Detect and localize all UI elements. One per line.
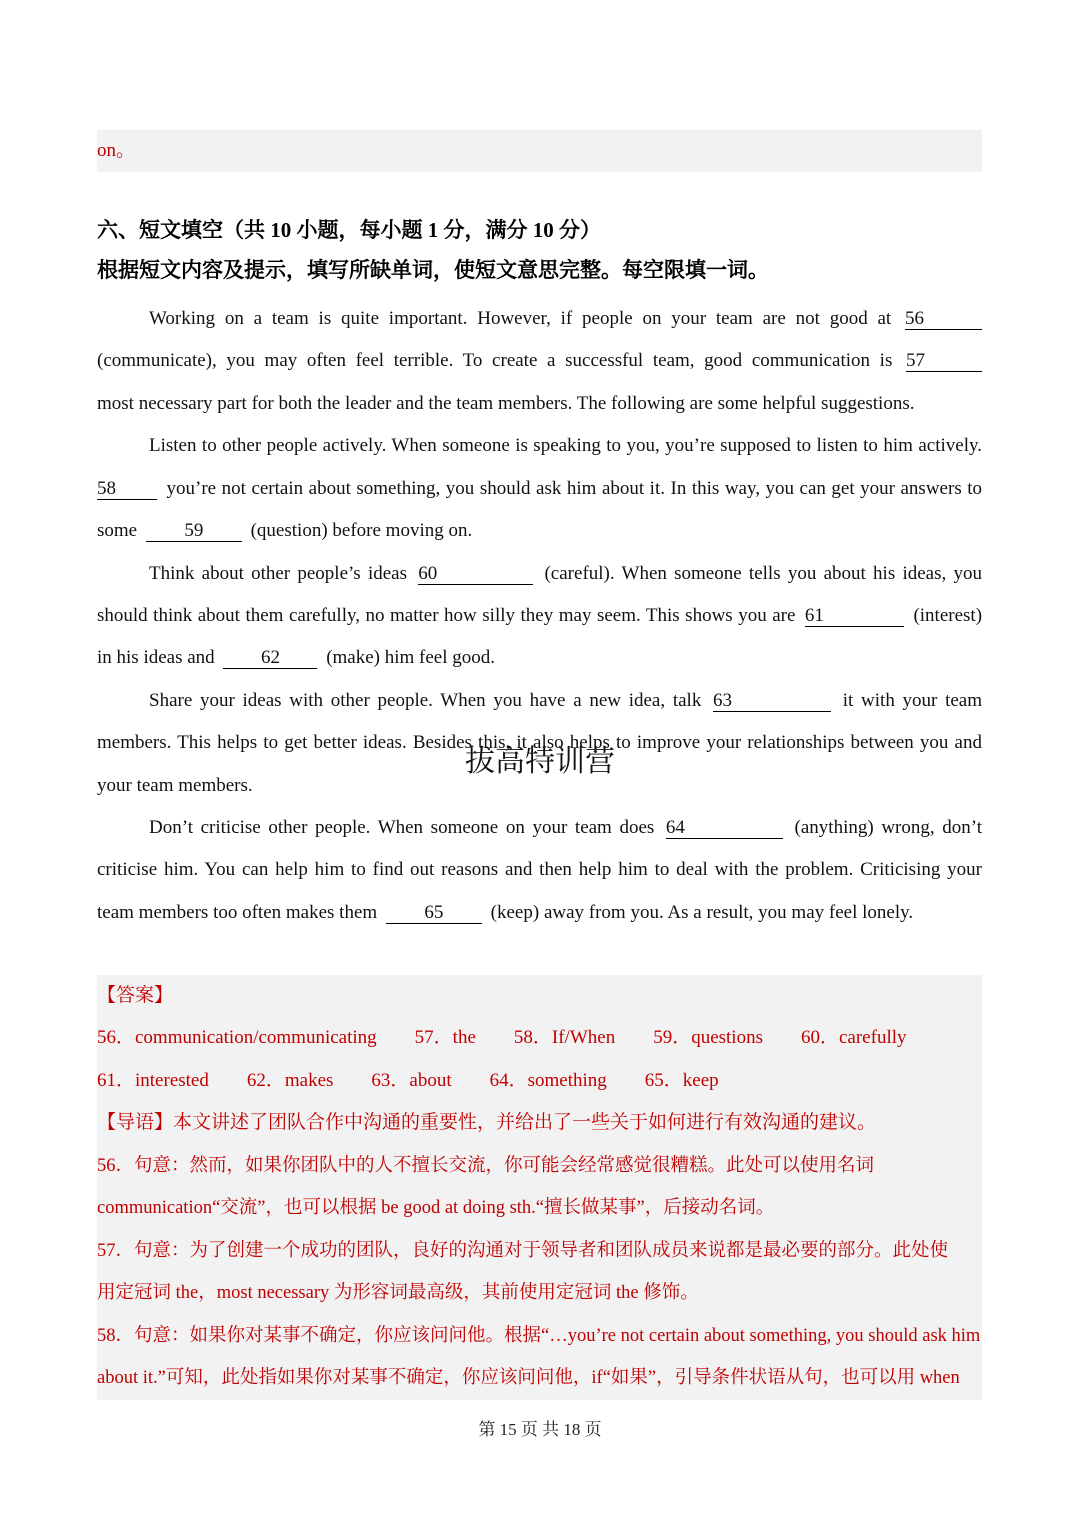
section-instructions: 根据短文内容及提示，填写所缺单词，使短文意思完整。每空限填一词。 [97, 258, 769, 282]
passage-text: Listen to other people actively. When someone is speaking to you, you’re supposed to listen to him actively. [149, 435, 982, 457]
passage-text: (make) him feel good. [326, 647, 496, 669]
blank-59: 59 [146, 521, 242, 542]
blank-65: 65 [386, 903, 482, 924]
passage-text: members. This helps to get better ideas. Besides this, it also helps to improve your relationships between you and [97, 732, 982, 754]
answer-item: 65．keep [644, 1069, 719, 1091]
blank-61: 61 [805, 606, 904, 627]
blank-64: 64 [666, 818, 783, 839]
answer-label: 【答案】 [97, 985, 174, 1006]
answer-item: 64．something [489, 1069, 607, 1091]
blank-57: 57 [906, 351, 982, 372]
blank-56: 56 [905, 309, 982, 330]
passage-text: should think about them carefully, no matter how silly they may seem. This shows you are [97, 604, 796, 626]
passage-text: criticise him. You can help him to find out reasons and then help him to deal with the problem. Criticising your [97, 859, 982, 881]
blank-60: 60 [418, 564, 533, 585]
passage-text: Don’t criticise other people. When someone on your team does [149, 817, 655, 839]
passage-line [97, 849, 982, 891]
answer-panel [97, 975, 982, 1400]
passage-line [97, 298, 982, 340]
passage-line [97, 553, 982, 595]
passage-text: in his ideas and [97, 647, 215, 669]
passage [97, 298, 982, 934]
blank-63: 63 [713, 691, 831, 712]
passage-line [97, 340, 982, 382]
passage-line [97, 892, 982, 934]
passage-text: (keep) away from you. As a result, you may feel lonely. [490, 901, 914, 923]
passage-text: team members too often makes them [97, 901, 378, 923]
answer-item: 60．carefully [800, 1027, 907, 1049]
page-footer: 第 15 页 共 18 页 [478, 1420, 602, 1439]
explanation-line: 58．句意：如果你对某事不确定，你应该问问他。根据“…you’re not certain about something, you should ask him [97, 1325, 981, 1346]
answer-keys-row [97, 1017, 982, 1059]
passage-text: Share your ideas with other people. When you have a new idea, talk [149, 689, 702, 711]
section-title: 六、短文填空（共 10 小题，每小题 1 分，满分 10 分） [97, 218, 601, 242]
answer-item: 62．makes [246, 1069, 334, 1091]
passage-line [97, 637, 982, 679]
passage-text: you’re not certain about something, you should ask him about it. In this way, you can get your answers to [166, 477, 983, 499]
passage-line [97, 468, 982, 510]
passage-text: (communicate), you may often feel terrible. To create a successful team, good communication is [97, 350, 893, 372]
paragraph [97, 425, 982, 552]
passage-line [97, 595, 982, 637]
answer-keys-row [97, 1060, 982, 1102]
passage-line [97, 510, 982, 552]
intro-text: 【导语】本文讲述了团队合作中沟通的重要性，并给出了一些关于如何进行有效沟通的建议。 [97, 1112, 877, 1134]
passage-text: Think about other people’s ideas [149, 562, 407, 584]
passage-text: (interest) [913, 604, 983, 626]
previous-answer-tail: on。 [97, 130, 982, 172]
passage-text: Working on a team is quite important. However, if people on your team are not good at [149, 308, 892, 329]
passage-line [97, 425, 982, 467]
passage-line [97, 680, 982, 722]
passage-text: your team members. [97, 774, 253, 796]
answer-item: 63．about [371, 1069, 452, 1091]
passage-text: most necessary part for both the leader and the team members. The following are some helpful suggestions. [97, 392, 915, 414]
watermark: 拔高特训营 [465, 744, 615, 779]
answer-item: 59．questions [653, 1027, 763, 1049]
answer-item: 58．If/When [513, 1027, 616, 1049]
passage-text: (question) before moving on. [250, 520, 473, 542]
explanation-line: communication“交流”，也可以根据 be good at doing sth.“擅长做某事”，后接动名词。 [97, 1198, 775, 1219]
answer-item: 56．communication/communicating [97, 1027, 377, 1049]
passage-text: (anything) wrong, don’t [794, 817, 982, 839]
paragraph [97, 298, 982, 425]
passage-text: some [97, 520, 138, 542]
passage-text: it with your team [842, 689, 983, 711]
blank-58: 58 [97, 479, 157, 500]
passage-text: (careful). When someone tells you about his ideas, you [544, 562, 982, 584]
blank-62: 62 [223, 648, 317, 669]
answer-item: 61．interested [97, 1069, 209, 1091]
explanation-line: 56．句意：然而，如果你团队中的人不擅长交流，你可能会经常感觉很糟糕。此处可以使用名词 [97, 1155, 875, 1176]
explanation-line: 用定冠词 the，most necessary 为形容词最高级，其前使用定冠词 the 修饰。 [97, 1283, 699, 1304]
answer-item: 57．the [414, 1027, 476, 1049]
paragraph [97, 553, 982, 680]
explanation-line: about it.”可知，此处指如果你对某事不确定，你应该问问他，if“如果”，引导条件状语从句，也可以用 when [97, 1367, 960, 1388]
passage-line [97, 807, 982, 849]
explanation-line: 57．句意：为了创建一个成功的团队，良好的沟通对于领导者和团队成员来说都是最必要的部分。此处使 [97, 1240, 949, 1261]
passage-line [97, 383, 982, 425]
paragraph [97, 807, 982, 934]
